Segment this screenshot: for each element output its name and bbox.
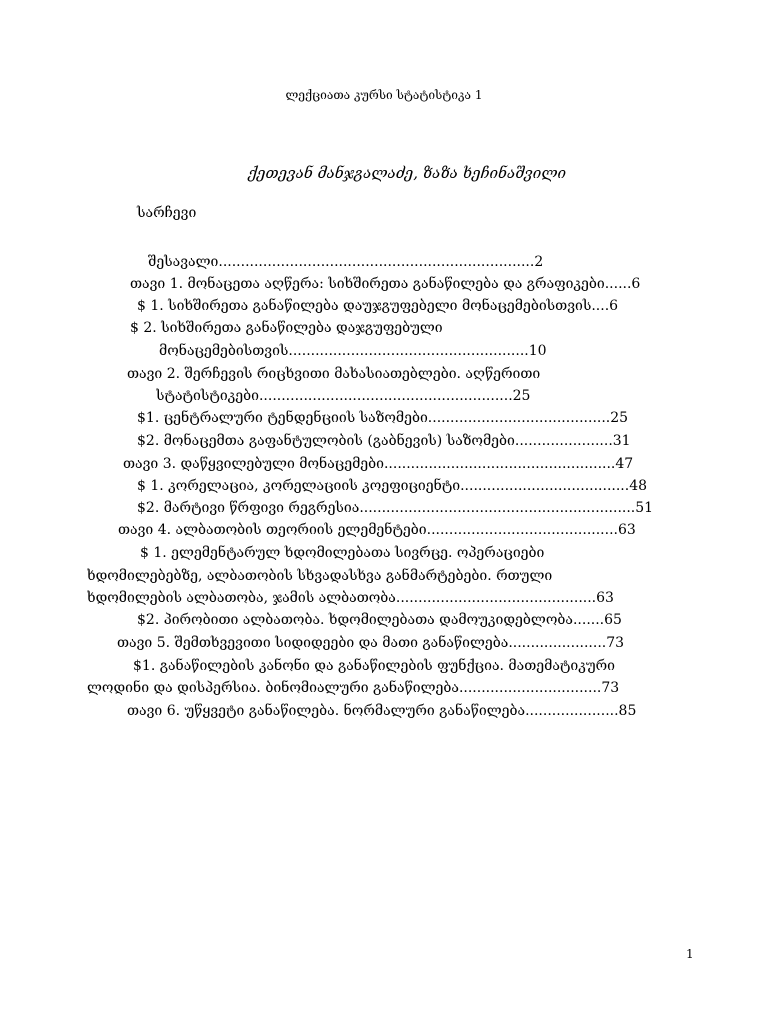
- toc-line-chapter-6: თავი 6. უწყვეტი განაწილება. ნორმალური განაწილება.....................85: [127, 703, 637, 719]
- toc-line-chapter-4-section-1-cont: ხდომილებებზე, ალბათობის სხვადასხვა განმარტებები. რთული: [87, 568, 553, 584]
- toc-line-chapter-3-section-1: $ 1. კორელაცია, კორელაციის კოეფიციენტი......................................48: [137, 478, 648, 494]
- toc-line-chapter-4-section-1-cont-2: ხდომილების ალბათობა, ჯამის ალბათობა.............................................63: [87, 590, 614, 606]
- toc-line-chapter-3-section-2: $2. მარტივი წრფივი რეგრესია..............................................................51: [137, 500, 654, 516]
- toc-line-chapter-2-section-2: $2. მონაცემთა გაფანტულობის (გაბნევის) საზომები......................31: [137, 433, 631, 449]
- toc-line-chapter-1-section-2: $ 2. სიხშირეთა განაწილება დაჯგუფებული: [130, 320, 443, 336]
- toc-line-chapter-4: თავი 4. ალბათობის თეორიის ელემენტები...........................................63: [118, 522, 636, 538]
- toc-line-chapter-2-section-1: $1. ცენტრალური ტენდენციის საზომები.........................................25: [137, 410, 629, 426]
- toc-line-chapter-4-section-1: $ 1. ელემენტარულ ხდომილებათა სივრცე. ოპერაციები: [140, 545, 545, 561]
- toc-line-chapter-5: თავი 5. შემთხვევითი სიდიდეები და მათი განაწილება......................73: [117, 635, 625, 651]
- toc-line-chapter-1: თავი 1. მონაცეთა აღწერა: სიხშირეთა განაწილება და გრაფიკები......6: [130, 276, 641, 292]
- toc-line-chapter-3: თავი 3. დაწყვილებული მონაცემები....................................................47: [123, 456, 634, 472]
- document-title: ლექციათა კურსი სტატისტიკა 1: [285, 88, 483, 102]
- toc-line-introduction: შესავალი.......................................................................2: [148, 254, 544, 270]
- toc-line-chapter-4-section-2: $2. პირობითი ალბათობა. ხდომილებათა დამოუკიდებლობა.......65: [137, 612, 622, 628]
- page-number: 1: [686, 947, 694, 961]
- toc-line-chapter-5-section-1: $1. განაწილების კანონი და განაწილების ფუნქცია. მათემატიკური: [133, 658, 615, 674]
- toc-line-chapter-2-cont: სტატისტიკები.........................................................25: [156, 388, 531, 404]
- toc-line-chapter-1-section-2-cont: მონაცემებისთვის......................................................10: [159, 343, 547, 359]
- toc-line-chapter-1-section-1: $ 1. სიხშირეთა განაწილება დაუჯგუფებელი მონაცემებისთვის....6: [137, 298, 619, 314]
- document-authors: ქეთევან მანჯგალაძე, ზაზა ხეჩინაშვილი: [248, 164, 567, 182]
- toc-line-chapter-5-section-1-cont: ლოდინი და დისპერსია. ბინომიალური განაწილება................................73: [87, 680, 620, 696]
- toc-line-chapter-2: თავი 2. შერჩევის რიცხვითი მახასიათებლები. აღწერითი: [127, 366, 541, 382]
- toc-heading: სარჩევი: [137, 205, 197, 221]
